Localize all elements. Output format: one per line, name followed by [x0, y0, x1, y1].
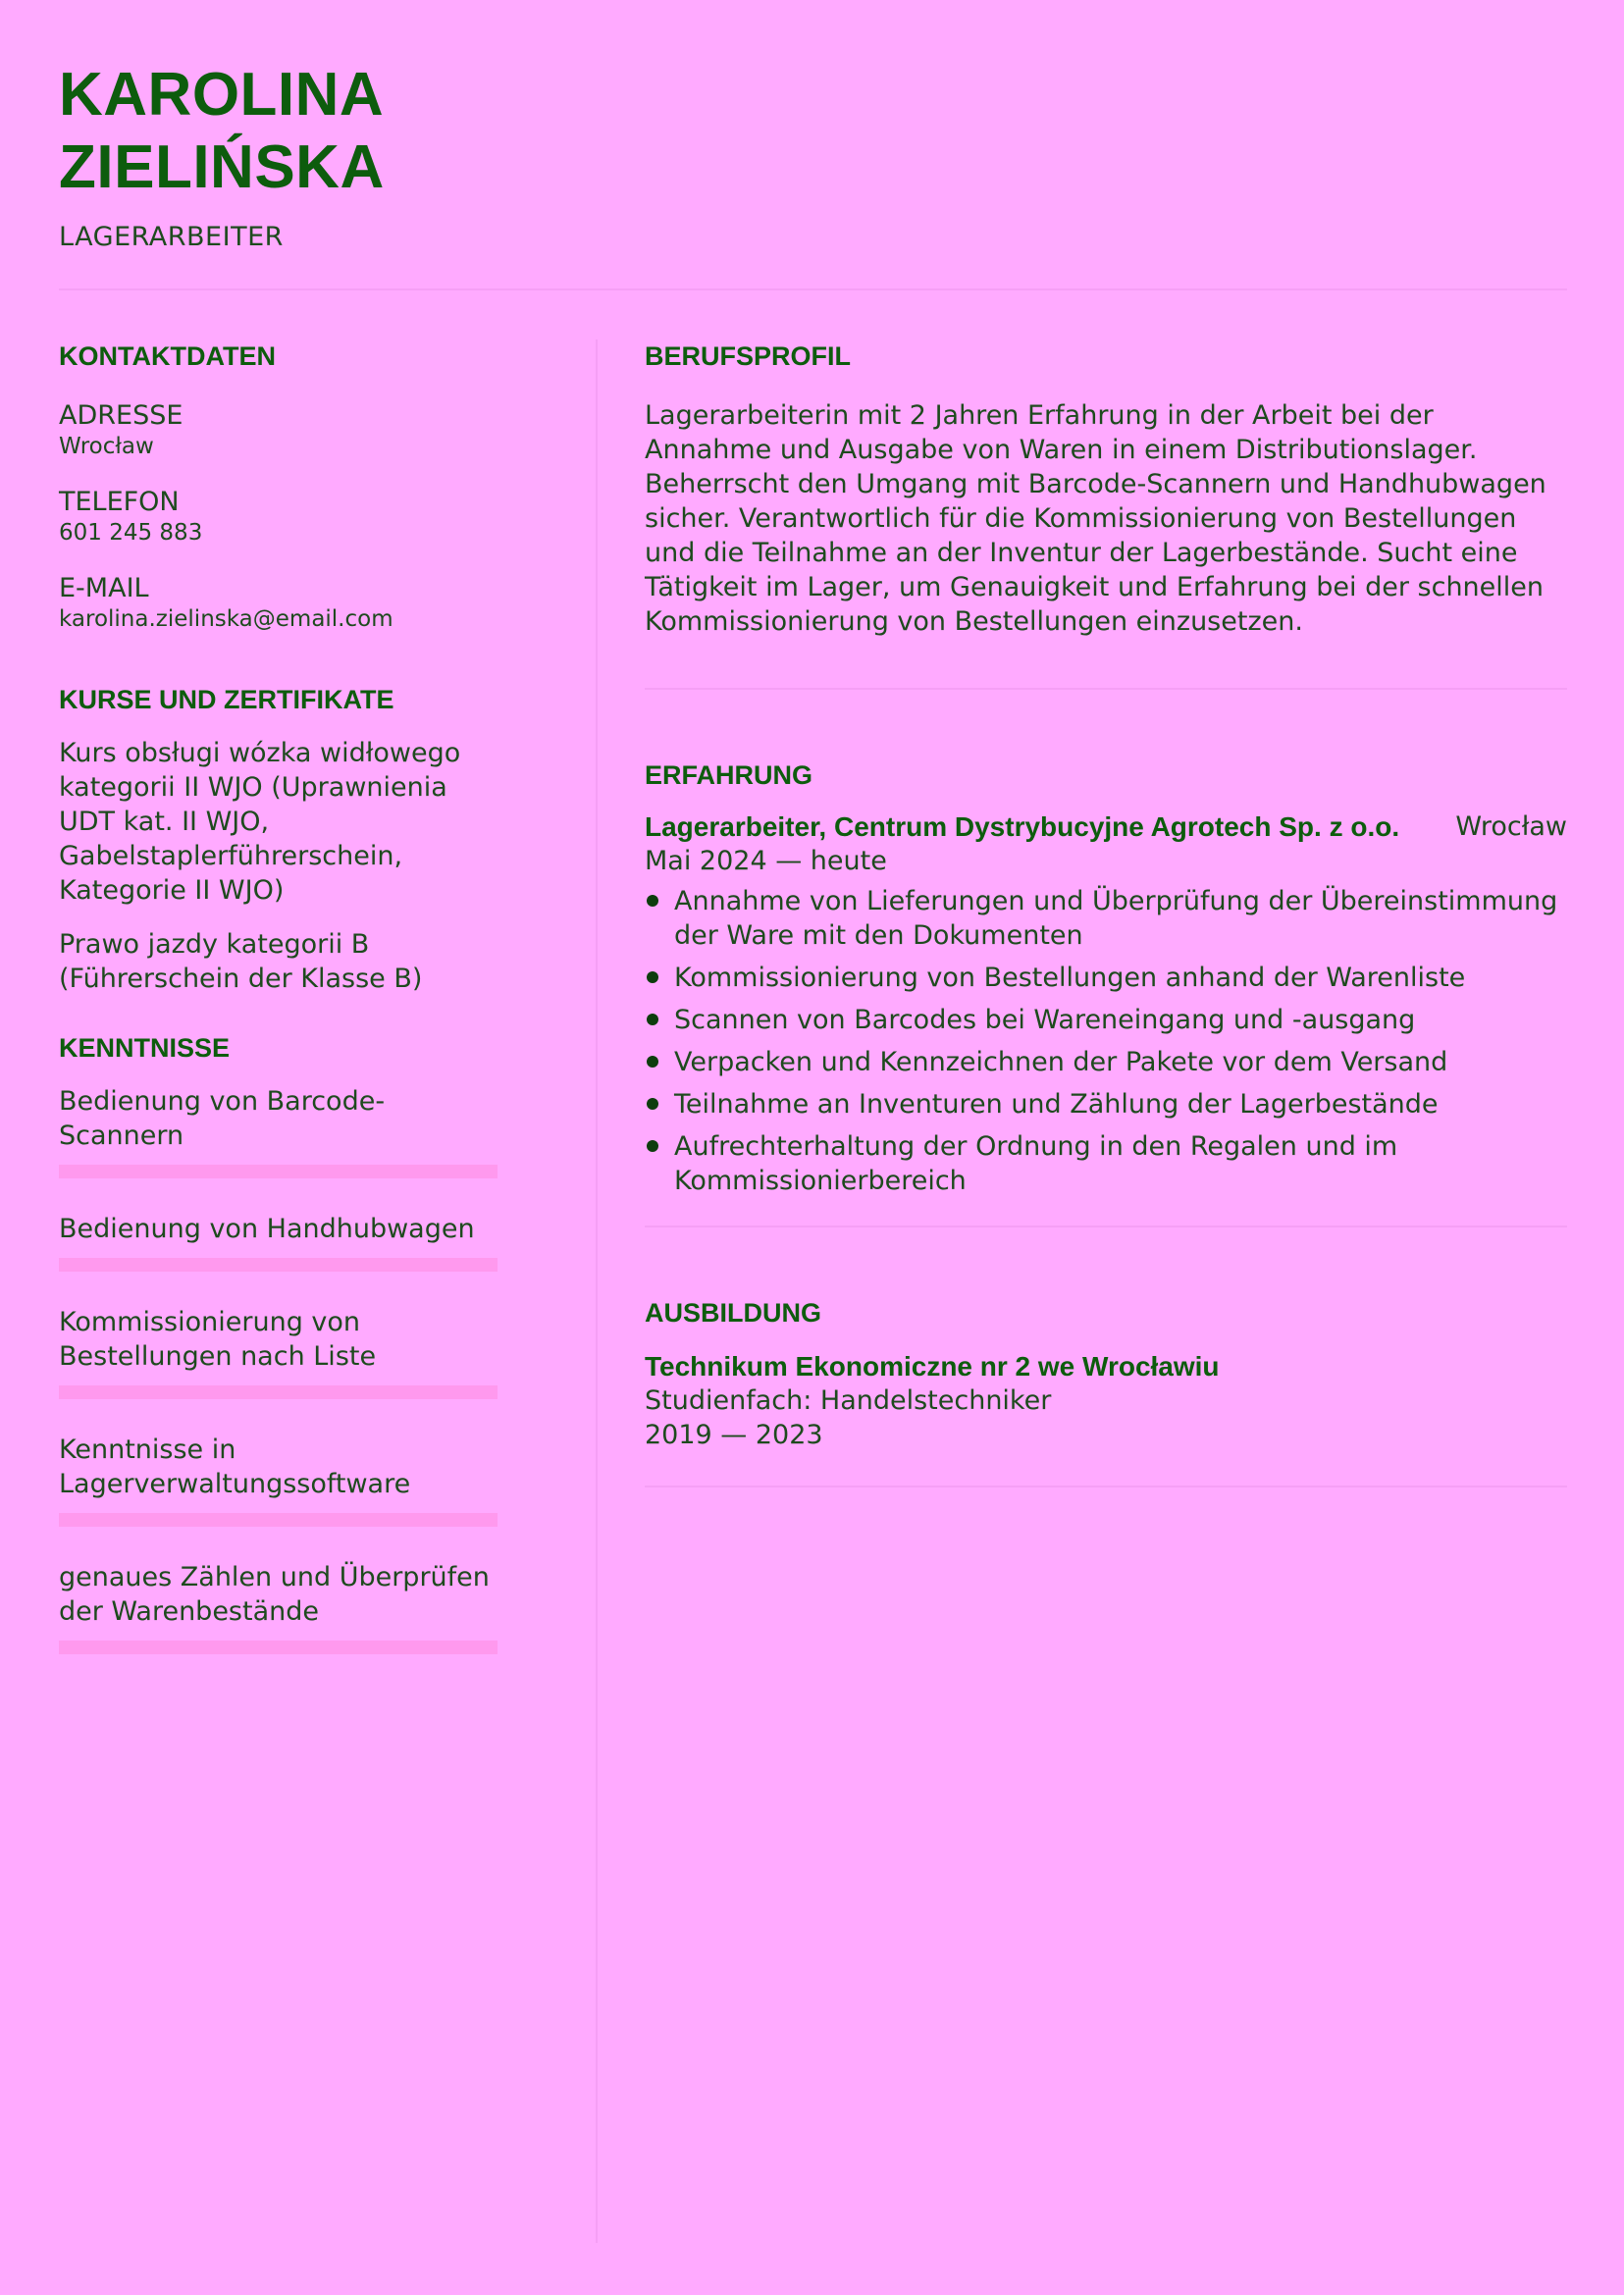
skill-item: [59, 1433, 500, 1527]
job-duty-item: [645, 1045, 1567, 1079]
skill-bar: [59, 1165, 498, 1178]
phone-block: [59, 487, 500, 548]
header-divider: [59, 288, 1567, 290]
skill-bar: [59, 1641, 498, 1654]
section-divider: [645, 1226, 1567, 1227]
address-block: [59, 400, 500, 461]
skill-label: Bedienung von Handhubwagen: [59, 1214, 475, 1244]
job-duty-text: Scannen von Barcodes bei Wareneingang und -ausgang: [674, 1005, 1416, 1035]
bullet-icon: [647, 1140, 658, 1152]
job-duty-text: Annahme von Lieferungen und Überprüfung der Übereinstimmung der Ware mit den Dokumenten: [674, 886, 1558, 951]
job-duty-text: Aufrechterhaltung der Ordnung in den Regalen und im Kommissionierbereich: [674, 1131, 1398, 1196]
job-duty-text: Teilnahme an Inventuren und Zählung der Lagerbestände: [674, 1089, 1439, 1120]
job-dates: Mai 2024 — heute: [645, 846, 887, 876]
experience-section: [645, 758, 1567, 1227]
candidate-name: [59, 59, 385, 204]
skills-list: [59, 1084, 500, 1654]
phone-label: TELEFON: [59, 487, 180, 517]
education-heading: AUSBILDUNG: [645, 1298, 821, 1328]
skills-heading: KENNTNISSE: [59, 1033, 231, 1063]
job-duty-text: Kommissionierung von Bestellungen anhand der Warenliste: [674, 963, 1466, 993]
job-duties-list: [645, 884, 1567, 1198]
skills-section: [59, 1031, 500, 1654]
email-block: [59, 573, 500, 634]
bullet-icon: [647, 971, 658, 983]
job-duty-item: [645, 961, 1567, 995]
certificates-list: [59, 736, 500, 996]
skill-bar: [59, 1513, 498, 1527]
name-line-1: KAROLINA: [59, 61, 385, 129]
section-divider: [645, 688, 1567, 690]
section-divider: [645, 1486, 1567, 1487]
left-column: [59, 339, 500, 1688]
job-duty-text: Verpacken und Kennzeichnen der Pakete vor dem Versand: [674, 1047, 1448, 1077]
education-section: [645, 1296, 1567, 1487]
education-school: Technikum Ekonomiczne nr 2 we Wrocławiu: [645, 1351, 1220, 1382]
profile-text: Lagerarbeiterin mit 2 Jahren Erfahrung in der Arbeit bei der Annahme und Ausgabe von Waren in einem Distributionslager. Beherrscht den Umgang mit Barcode-Scannern und Handhubwagen sicher. Verantwortlich für die Kommissionierung von Bestellungen und die Teilnahme an der Inventur der Lagerbestände. Sucht eine Tätigkeit im Lager, um Genauigkeit und Erfahrung bei der schnellen Kommissionierung von Bestellungen einzusetzen.: [645, 400, 1546, 637]
skill-label: Bedienung von Barcode-Scannern: [59, 1086, 386, 1151]
address-label: ADRESSE: [59, 400, 183, 431]
profile-section: [645, 339, 1567, 690]
column-divider: [596, 339, 598, 2243]
certificate-item: Kurs obsługi wózka widłowego kategorii II WJO (Uprawnienia UDT kat. II WJO, Gabelstaplerführerschein, Kategorie II WJO): [59, 738, 461, 906]
contact-section: [59, 339, 500, 634]
bullet-icon: [647, 1056, 658, 1068]
skill-item: [59, 1305, 500, 1399]
experience-heading: ERFAHRUNG: [645, 760, 813, 790]
job-duty-item: [645, 884, 1567, 953]
phone-value: 601 245 883: [59, 520, 203, 546]
job-title: LAGERARBEITER: [59, 222, 284, 252]
job-role: Lagerarbeiter, Centrum Dystrybucyjne Agrotech Sp. z o.o.: [645, 811, 1400, 842]
education-field: Studienfach: Handelstechniker: [645, 1385, 1052, 1416]
email-value: karolina.zielinska@email.com: [59, 606, 393, 632]
address-value: Wrocław: [59, 434, 154, 459]
certificates-section: [59, 683, 500, 996]
skill-label: genaues Zählen und Überprüfen der Warenbestände: [59, 1562, 490, 1627]
skill-item: [59, 1212, 500, 1272]
job-duty-item: [645, 1129, 1567, 1198]
skill-bar: [59, 1385, 498, 1399]
job-duty-item: [645, 1003, 1567, 1037]
resume-page: [59, 0, 1567, 2295]
email-label: E-MAIL: [59, 573, 149, 603]
profile-heading: BERUFSPROFIL: [645, 341, 852, 371]
name-line-2: ZIELIŃSKA: [59, 133, 385, 201]
certificate-item: Prawo jazdy kategorii B (Führerschein der Klasse B): [59, 929, 423, 994]
skill-label: Kommissionierung von Bestellungen nach Liste: [59, 1307, 377, 1372]
contact-heading: KONTAKTDATEN: [59, 341, 276, 371]
right-column: [645, 339, 1567, 1487]
skill-item: [59, 1084, 500, 1178]
job-location: Wrocław: [1455, 811, 1567, 842]
skill-item: [59, 1560, 500, 1654]
job-header: [645, 809, 1567, 844]
skill-label: Kenntnisse in Lagerverwaltungssoftware: [59, 1434, 411, 1499]
education-dates: 2019 — 2023: [645, 1420, 823, 1450]
skill-bar: [59, 1258, 498, 1272]
certificates-heading: KURSE UND ZERTIFIKATE: [59, 685, 394, 714]
bullet-icon: [647, 1098, 658, 1110]
bullet-icon: [647, 1014, 658, 1025]
job-duty-item: [645, 1087, 1567, 1121]
bullet-icon: [647, 895, 658, 907]
